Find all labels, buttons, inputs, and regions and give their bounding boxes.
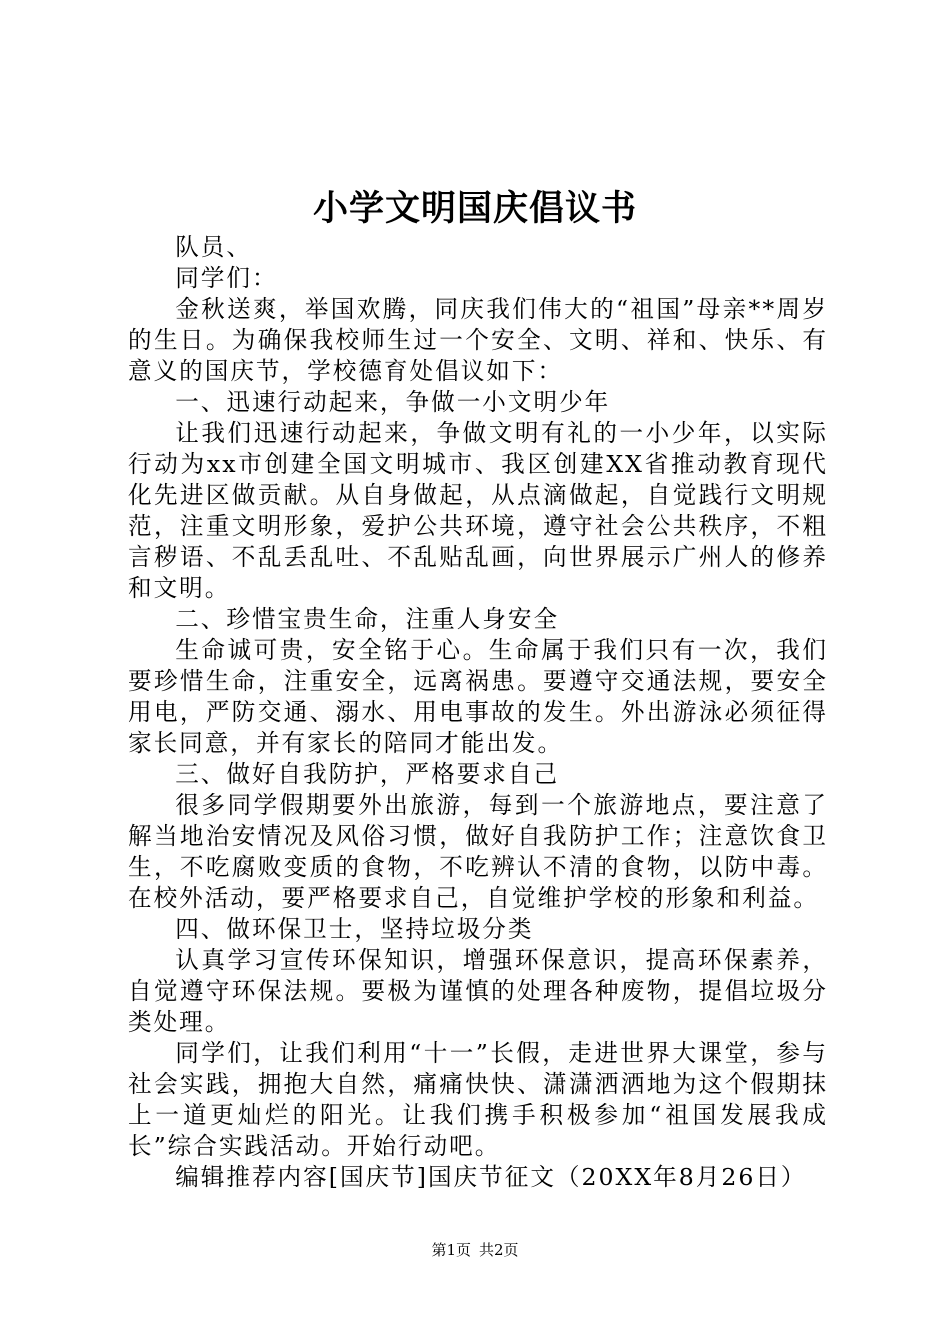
body-paragraph: 生命诚可贵，安全铭于心。生命属于我们只有一次，我们要珍惜生命，注重安全，远离祸患。要遵守交通法规，要安全用电，严防交通、溺水、用电事故的发生。外出游泳必须征得家长同意，并有家长的陪同才能出发。: [128, 636, 828, 757]
section-heading: 二、珍惜宝贵生命，注重人身安全: [175, 605, 560, 633]
page-number: 第1页: [431, 1241, 471, 1259]
document-title: 小学文明国庆倡议书: [312, 188, 637, 229]
body-paragraph: 让我们迅速行动起来，争做文明有礼的一小少年，以实际行动为xx市创建全国文明城市、我区创建XX省推动教育现代化先进区做贡献。从自身做起，从点滴做起，自觉践行文明规范，注重文明形象，爱护公共环境，遵守社会公共秩序，不粗言秽语、不乱丢乱吐、不乱贴乱画，向世界展示广州人的修养和文明。: [128, 419, 828, 602]
body-paragraph: 很多同学假期要外出旅游，每到一个旅游地点，要注意了解当地治安情况及风俗习惯，做好自我防护工作；注意饮食卫生，不吃腐败变质的食物，不吃辨认不清的食物，以防中毒。在校外活动，要严格要求自己，自觉维护学校的形象和利益。: [128, 791, 828, 912]
intro-paragraph: 金秋送爽，举国欢腾，同庆我们伟大的“祖国”母亲**周岁的生日。为确保我校师生过一个安全、文明、祥和、快乐、有意义的国庆节，学校德育处倡议如下：: [128, 295, 828, 385]
salutation-line: 队员、: [175, 233, 252, 261]
page-footer: [0, 1240, 950, 1260]
section-heading: 一、迅速行动起来，争做一小文明少年: [175, 388, 611, 416]
section-heading: 三、做好自我防护，严格要求自己: [175, 760, 560, 788]
section-heading: 四、做环保卫士，坚持垃圾分类: [175, 915, 534, 943]
editor-note: 编辑推荐内容[国庆节]国庆节征文（20XX年8月26日）: [175, 1163, 807, 1191]
page-total: 共2页: [479, 1241, 519, 1259]
document-body: [128, 232, 828, 1193]
closing-paragraph: 同学们，让我们利用“十一”长假，走进世界大课堂，参与社会实践，拥抱大自然，痛痛快快、潇潇洒洒地为这个假期抹上一道更灿烂的阳光。让我们携手积极参加“祖国发展我成长”综合实践活动。开始行动吧。: [128, 1039, 828, 1160]
salutation-line: 同学们：: [175, 264, 278, 292]
body-paragraph: 认真学习宣传环保知识，增强环保意识，提高环保素养，自觉遵守环保法规。要极为谨慎的处理各种废物，提倡垃圾分类处理。: [128, 946, 828, 1036]
